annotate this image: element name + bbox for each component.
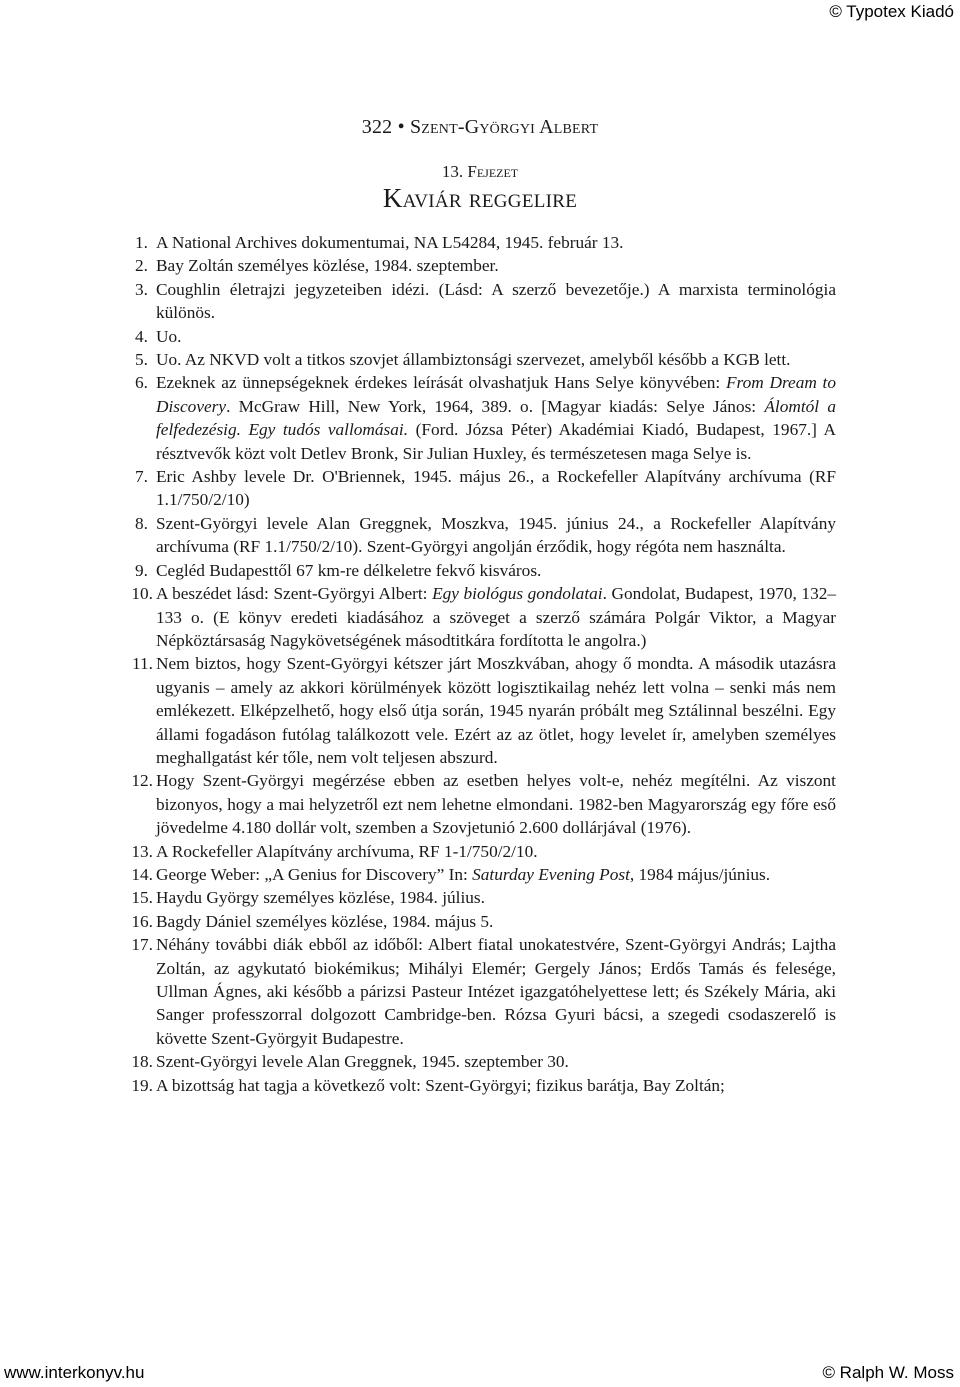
note-text: Cegléd Budapesttől 67 km-re délkeletre fekvő kisváros.: [156, 560, 542, 580]
note-text: Hogy Szent-Györgyi megérzése ebben az esetben helyes volt-e, nehéz megítélni. Az viszont bizonyos, hogy a mai helyzetről ezt nem lehetne elmondani. 1982-ben Magyarország egy főre eső jövedelme 4.180 dollár volt, szemben a Szovjetunió 2.600 dollárjával (1976).: [156, 771, 836, 838]
note-number: 14.: [131, 864, 153, 884]
note-text: A bizottság hat tagja a következő volt: Szent-Györgyi; fizikus barátja, Bay Zoltán;: [156, 1075, 725, 1095]
note-text-part: Ezeknek az ünnepségeknek érdekes leírását olvashatjuk Hans Selye könyvében:: [156, 373, 726, 393]
note-number: 5.: [135, 350, 148, 370]
note-text: [156, 584, 836, 650]
note-text-part: (Ford. Józsa Péter) Akadémiai Kiadó, Budapest, 1967.] A résztvevők közt volt Detlev Bronk, Sir Julian Huxley, és természetesen maga Selye is.: [156, 420, 836, 463]
endnotes-list: [124, 231, 836, 1097]
endnote: [124, 371, 836, 465]
endnote: [124, 652, 836, 769]
note-text-part: . Gondolat, Budapest, 1970, 132–133 o. (E könyv eredeti kiadásához a szöveget a szerző számára Polgár Viktor, a Magyar Népköztársaság Nagykövetségének másodtitkára fordította le angolra.): [156, 584, 836, 650]
endnote: [124, 910, 836, 933]
note-number: 10.: [131, 584, 153, 604]
endnote: [124, 231, 836, 254]
endnote: [124, 465, 836, 512]
note-number: 8.: [135, 513, 148, 533]
note-text: A Rockefeller Alapítvány archívuma, RF 1-1/750/2/10.: [156, 841, 538, 861]
note-text-part: . McGraw Hill, New York, 1964, 389. o. [Magyar kiadás: Selye János:: [226, 396, 765, 416]
note-text: Uo. Az NKVD volt a titkos szovjet állambiztonsági szervezet, amelyből később a KGB lett.: [156, 350, 791, 370]
note-text: [156, 865, 770, 884]
note-number: 13.: [131, 841, 153, 861]
endnote: [124, 933, 836, 1050]
endnote: [124, 886, 836, 909]
copyright-top: © Typotex Kiadó: [829, 2, 954, 21]
note-number: 17.: [131, 935, 153, 955]
note-text: A National Archives dokumentumai, NA L54284, 1945. február 13.: [156, 233, 624, 252]
note-number: 9.: [135, 560, 148, 580]
endnote: [124, 512, 836, 559]
endnote: [124, 840, 836, 863]
note-text: Néhány további diák ebből az időből: Albert fiatal unokatestvére, Szent-Györgyi András; Lajtha Zoltán, az agykutató biokémikus; Mihályi Elemér; Gergely János; Erdős Tamás és felesége, Ullman Ágnes, aki később a párizsi Pasteur Intézet igazgatóhelyettese lett; és Székely Mária, aki Sanger professzorral dolgozott Cambridge-ben. Rózsa Gyuri bácsi, a szegedi csodaszerelő is követte Szent-Györgyit Budapestre.: [156, 935, 836, 1048]
endnote: [124, 348, 836, 371]
book-title: Egy biológus gondolatai: [432, 584, 603, 604]
note-text: Szent-Györgyi levele Alan Greggnek, Moszkva, 1945. június 24., a Rockefeller Alapítvány archívuma (RF 1.1/750/2/10). Szent-Györgyi angolján érződik, hogy régóta nem használta.: [156, 513, 836, 557]
note-number: 15.: [131, 888, 153, 908]
note-text: Nem biztos, hogy Szent-Györgyi kétszer járt Moszkvában, ahogy ő mondta. A második utazásra ugyanis – amely az akkori körülmények között logisztikailag nehéz lett volna – senki más nem emlékezett. Elképzelhető, hogy első útja során, 1945 nyarán próbált meg Sztálinnal beszélni. Egy állami fogadáson futólag találkozott vele. Ezért az az ötlet, hogy levelet ír, amelyben személyes meghallgatást kér tőle, nem volt teljesen abszurd.: [156, 654, 836, 767]
note-number: 19.: [131, 1075, 153, 1095]
endnote: [124, 325, 836, 348]
note-number: 18.: [131, 1052, 153, 1072]
note-text: Coughlin életrajzi jegyzeteiben idézi. (Lásd: A szerző bevezetője.) A marxista terminológia különös.: [156, 279, 836, 323]
note-text-part: , 1984 május/június.: [629, 864, 771, 884]
chapter-label: 13. Fejezet: [441, 162, 519, 181]
endnote: [124, 863, 836, 886]
copyright-bottom: © Ralph W. Moss: [822, 1363, 954, 1382]
bullet-separator: •: [397, 116, 405, 138]
note-number: 1.: [135, 233, 148, 252]
note-text-part: A beszédet lásd: Szent-Györgyi Albert:: [156, 584, 433, 604]
endnote: [124, 769, 836, 839]
book-title: Álomtól a felfedezésig. Egy tudós vallomásai.: [156, 396, 836, 440]
note-text: Haydu György személyes közlése, 1984. július.: [156, 888, 485, 908]
book-title: From Dream to Discovery: [156, 373, 836, 416]
note-number: 12.: [131, 771, 153, 791]
endnote: [124, 582, 836, 652]
chapter-title: Kaviár reggelire: [382, 183, 578, 213]
endnote: [124, 559, 836, 582]
page-number: 322: [361, 116, 393, 138]
magazine-title: Saturday Evening Post: [472, 864, 630, 884]
note-number: 4.: [135, 326, 148, 346]
note-text: Eric Ashby levele Dr. O'Briennek, 1945. május 26., a Rockefeller Alapítvány archívuma (RF 1.1/750/2/10): [156, 467, 836, 510]
note-text: [156, 373, 836, 462]
note-number: 7.: [135, 467, 148, 487]
running-head: [0, 116, 960, 139]
note-number: 2.: [135, 256, 148, 276]
note-number: 16.: [131, 911, 153, 931]
note-text: Bay Zoltán személyes közlése, 1984. szeptember.: [156, 256, 499, 276]
endnote: [124, 278, 836, 325]
note-text: Szent-Györgyi levele Alan Greggnek, 1945. szeptember 30.: [156, 1052, 569, 1072]
note-number: 6.: [135, 373, 148, 393]
endnote: [124, 1050, 836, 1073]
endnote: [124, 1074, 836, 1097]
note-text: Uo.: [156, 326, 182, 346]
note-number: 11.: [132, 654, 153, 674]
note-text: Bagdy Dániel személyes közlése, 1984. május 5.: [156, 911, 494, 931]
note-number: 3.: [135, 279, 148, 299]
website-link[interactable]: www.interkonyv.hu: [4, 1363, 145, 1382]
author-name: Szent-Györgyi Albert: [409, 116, 599, 138]
endnote: [124, 254, 836, 277]
note-text-part: George Weber: „A Genius for Discovery” In:: [156, 864, 473, 884]
